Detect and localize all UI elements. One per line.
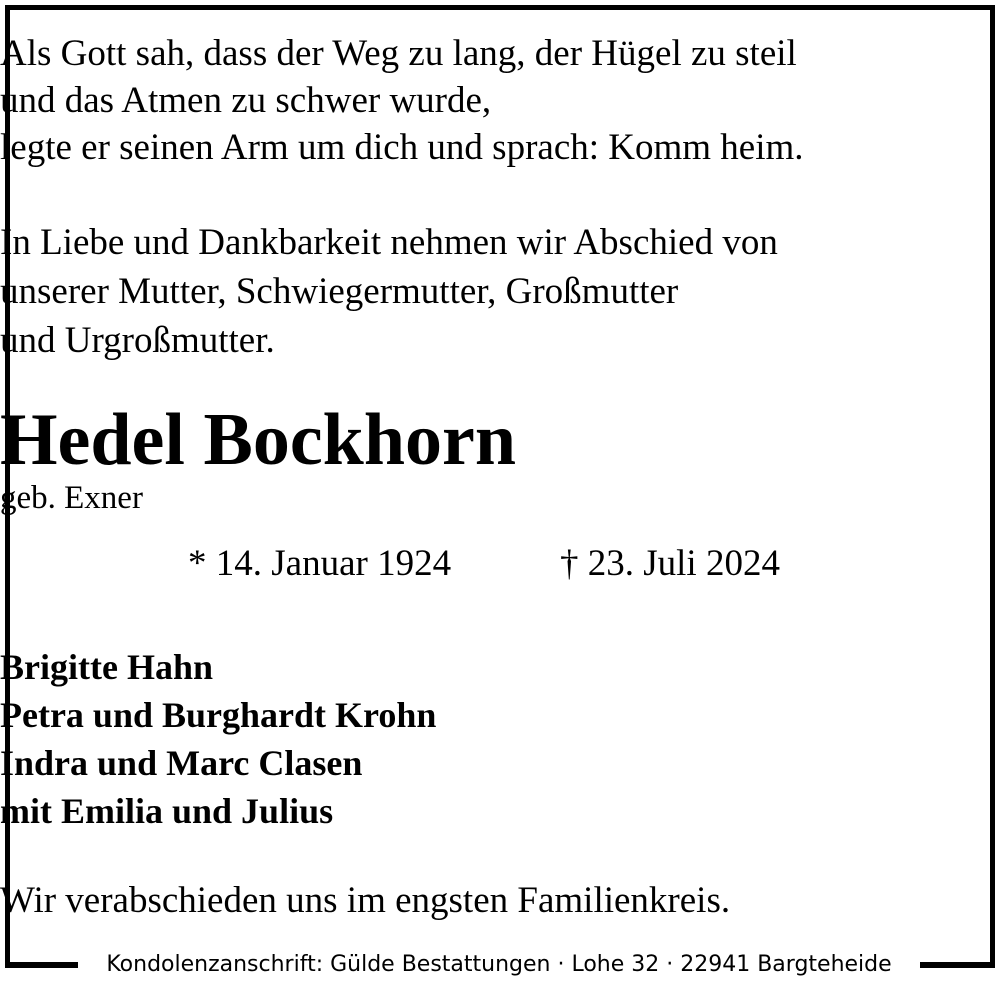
poem-line: und das Atmen zu schwer wurde, <box>0 80 492 121</box>
mourner-entry: mit Emilia und Julius <box>0 791 334 831</box>
condolence-address: Kondolenzanschrift: Gülde Bestattungen · Lohe 32 · 22941 Bargteheide <box>106 952 892 977</box>
death-date: † 23. Juli 2024 <box>560 543 780 584</box>
poem-verse <box>0 30 1000 171</box>
farewell-intro <box>0 218 1000 365</box>
mourner-entry: Indra und Marc Clasen <box>0 743 363 783</box>
deceased-name: Hedel Bockhorn <box>0 399 516 481</box>
intro-line: unserer Mutter, Schwiegermutter, Großmutter <box>0 271 679 312</box>
mourner-entry: Petra und Burghardt Krohn <box>0 695 437 735</box>
poem-line: Als Gott sah, dass der Weg zu lang, der Hügel zu steil <box>0 33 797 74</box>
poem-line: legte er seinen Arm um dich und sprach: Komm heim. <box>0 127 804 168</box>
mourner-entry: Brigitte Hahn <box>0 647 213 687</box>
intro-line: und Urgroßmutter. <box>0 320 275 361</box>
intro-line: In Liebe und Dankbarkeit nehmen wir Abschied von <box>0 222 778 263</box>
footer <box>0 948 1000 981</box>
birth-name: geb. Exner <box>0 480 143 516</box>
footer-rule-right <box>920 962 995 968</box>
closing-statement: Wir verabschieden uns im engsten Familienkreis. <box>0 880 731 921</box>
birth-date: * 14. Januar 1924 <box>188 543 452 584</box>
footer-rule-left <box>5 962 78 968</box>
mourners-list <box>0 643 1000 835</box>
